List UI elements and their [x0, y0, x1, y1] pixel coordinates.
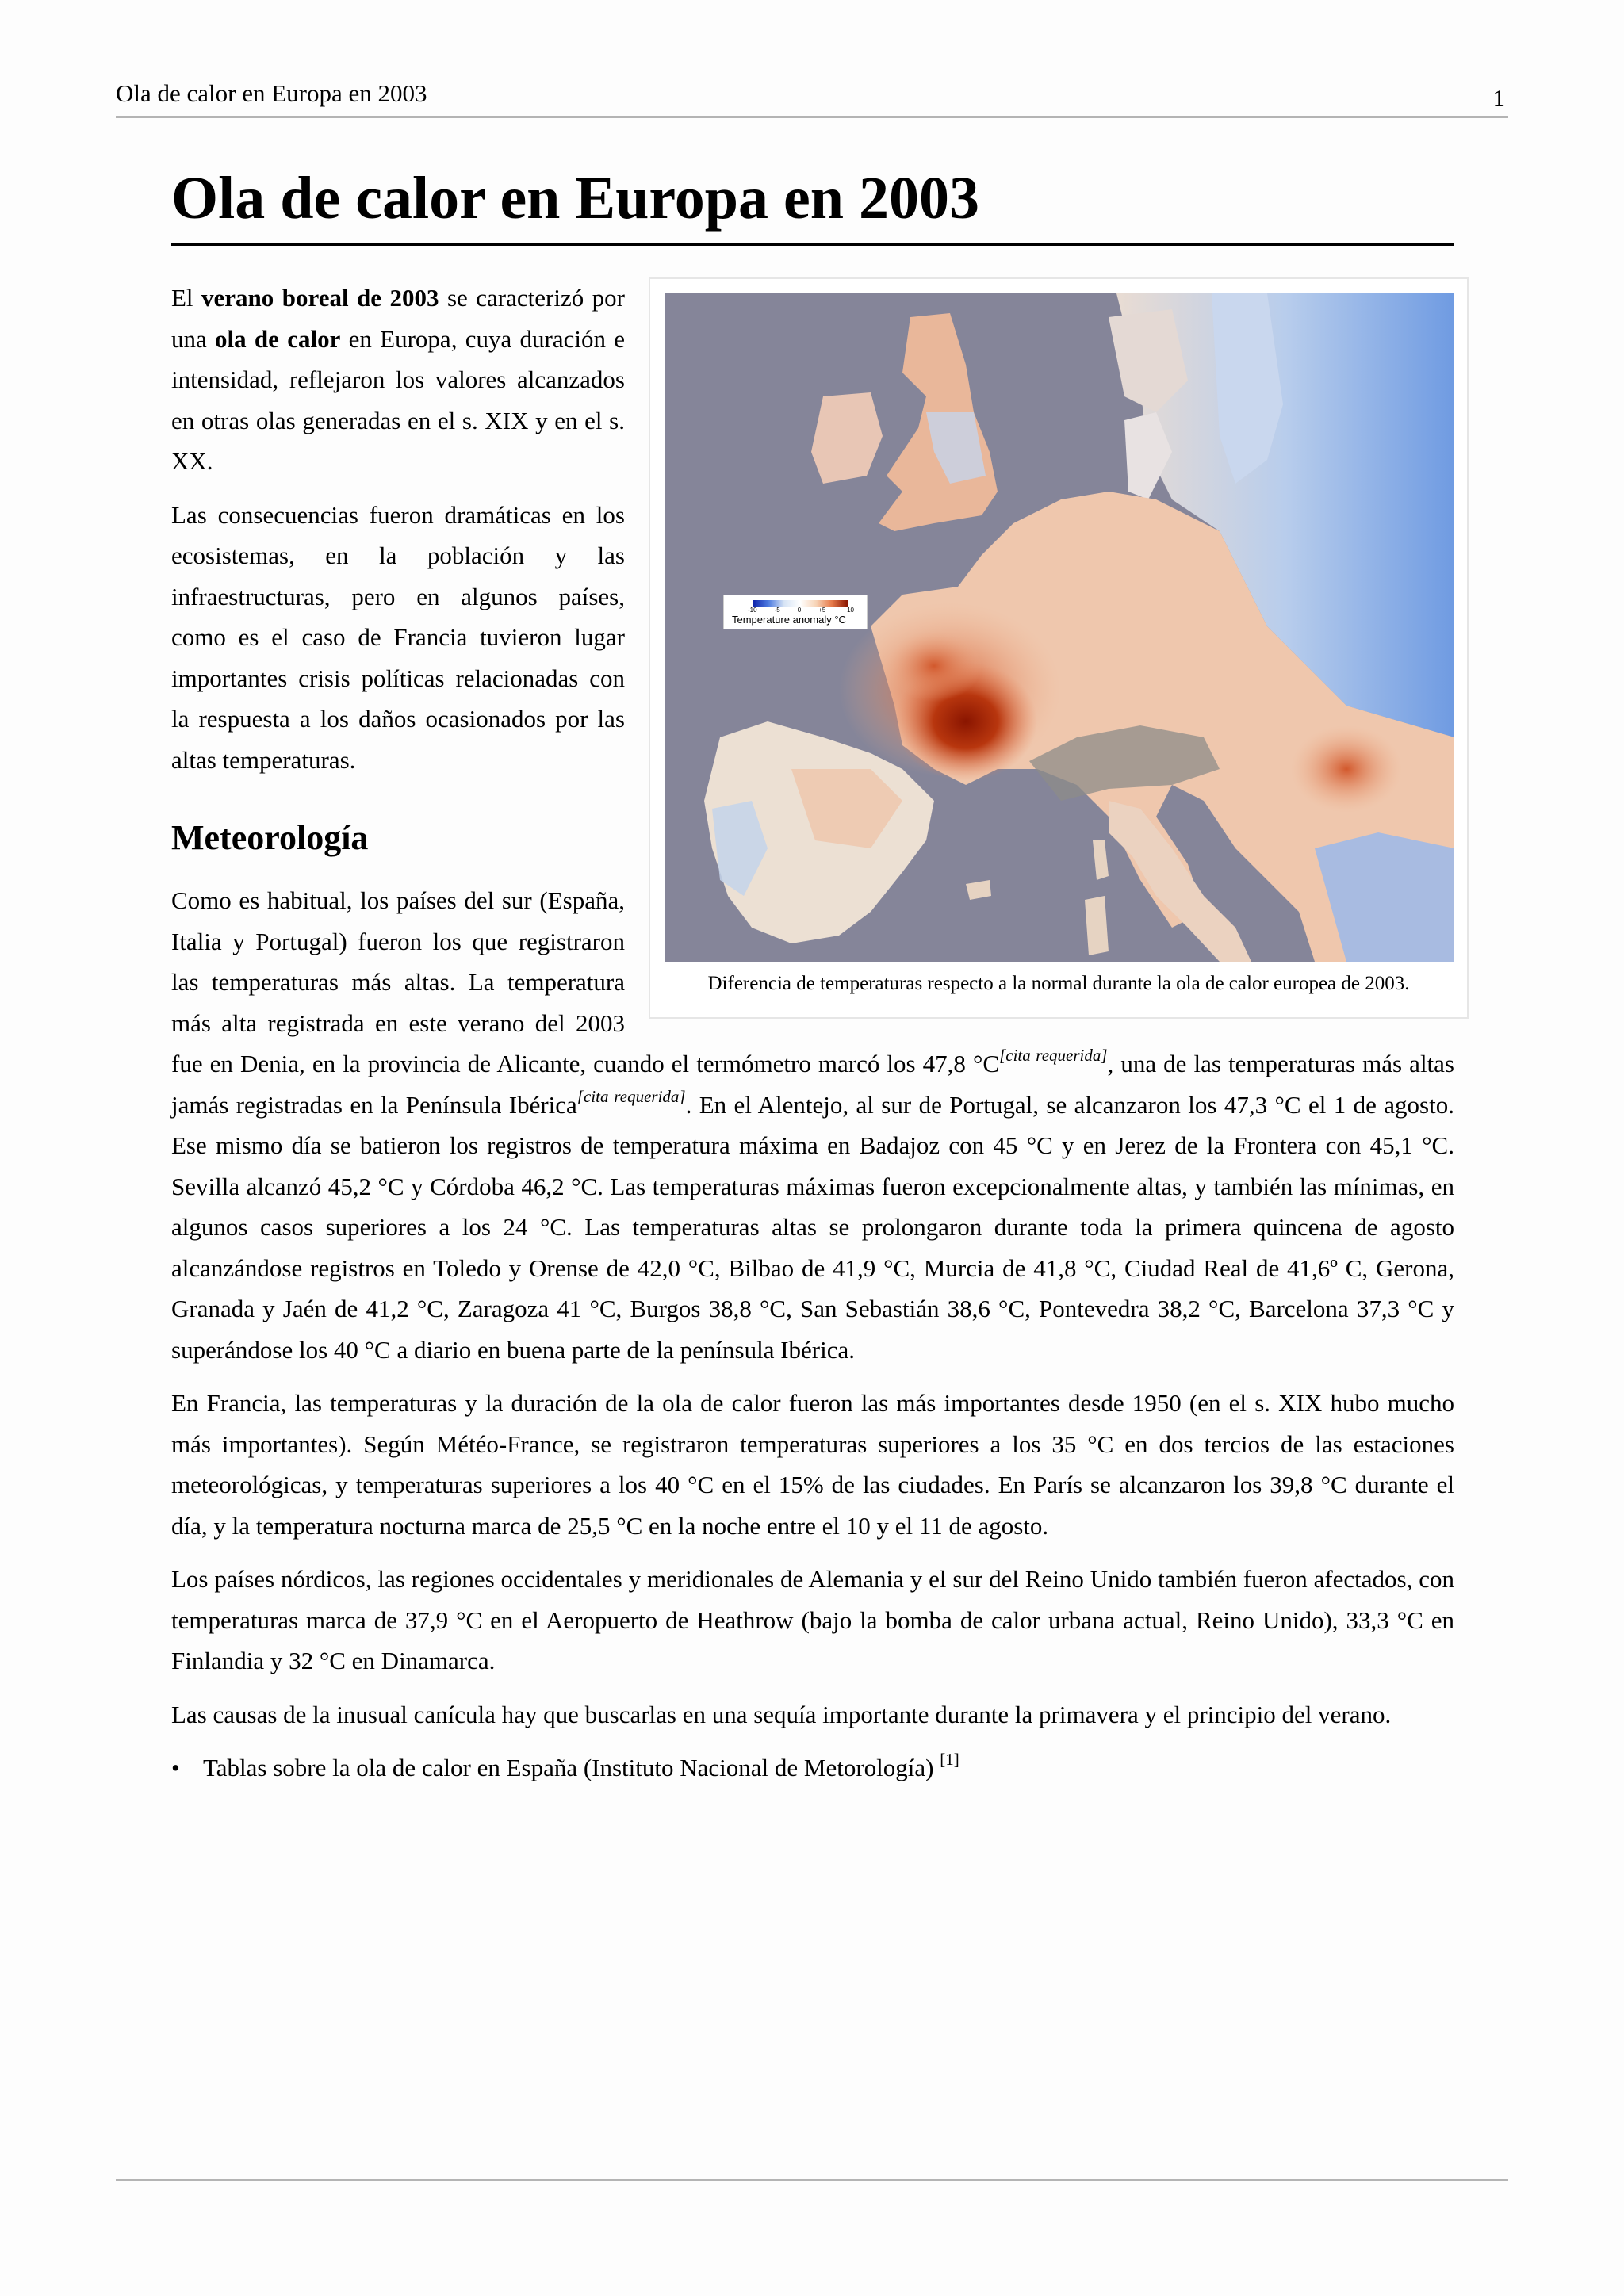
- citation-needed-link[interactable]: [577, 1087, 686, 1106]
- bold-term-ola-de-calor: ola de calor: [215, 324, 341, 353]
- legend-tick: -10: [748, 607, 757, 614]
- legend-tick: 0: [797, 607, 802, 614]
- legend-tick: -5: [774, 607, 780, 614]
- citation-needed-text: [cita requerida]: [576, 1086, 686, 1106]
- map-legend: [723, 595, 868, 629]
- legend-tick: +10: [843, 607, 854, 614]
- legend-ticks: [748, 607, 854, 614]
- meteorologia-paragraph-4: Las causas de la inusual canícula hay que buscarlas en una sequía importante durante la primavera y el principio del verano.: [171, 1700, 1392, 1728]
- running-header: [116, 78, 1508, 118]
- text: se caracterizó por una: [171, 284, 625, 353]
- bullet-icon: •: [171, 1754, 180, 1781]
- legend-label: Temperature anomaly °C: [732, 614, 846, 626]
- article: [171, 159, 1454, 1789]
- citation-needed-text: [cita requerida]: [999, 1046, 1108, 1065]
- text: . En el Alentejo, al sur de Portugal, se alcanzaron los 47,3 °C el 1 de agosto. Ese mismo día se batieron los registros de temperatura máxima en Badajoz con 45 °C y en Jerez de la Frontera con 45,1 °C. Sevilla alcanzó 45,2 °C y Córdoba 46,2 °C. Las temperaturas máximas fueron excepcionalmente altas, y también las mínimas, en algunos casos superiores a los 24 °C. Las temperaturas altas se prolongaron durante toda la primera quincena de agosto alcanzándose registros en Toledo y Orense de 42,0 °C, Bilbao de 41,9 °C, Murcia de 41,8 °C, Ciudad Real de 41,6º C, Gerona, Granada y Jaén de 41,2 °C, Zaragoza 41 °C, Burgos 38,8 °C, San Sebastián 38,6 °C, Pontevedra 38,2 °C, Barcelona 37,3 °C y superándose los 40 °C a diario en buena parte de la península Ibérica.: [171, 1090, 1454, 1364]
- bold-term-verano-boreal: verano boreal de 2003: [201, 284, 439, 312]
- text: Como es habitual, los países del sur (España, Italia y Portugal) fueron los que registraron las temperaturas más altas. La temperatura más alta registrada en este verano del 2003 fue en Denia, en la provincia de Alicante, cuando el termómetro marcó los 47,8 °C: [171, 886, 1000, 1077]
- page-number: 1: [1492, 84, 1505, 112]
- citation-needed-link[interactable]: [999, 1046, 1107, 1065]
- intro-paragraph-2: Las consecuencias fueron dramáticas en los ecosistemas, en la población y las infraestructuras, pero en algunos países, como es el caso de Francia tuvieron lugar importantes crisis políticas relacionadas con la respuesta a los daños ocasionados por las altas temperaturas.: [171, 500, 625, 774]
- legend-tick: +5: [818, 607, 826, 614]
- text: en Europa, cuya duración e intensidad, reflejaron los valores alcanzados en otras olas generadas en el s. XIX y en el s. XX.: [171, 324, 626, 475]
- figure-caption: Diferencia de temperaturas respecto a la normal durante la ola de calor europea de 2003.: [707, 973, 1410, 994]
- text: El: [171, 284, 202, 312]
- temperature-anomaly-map[interactable]: [665, 293, 1454, 962]
- list-item: [171, 1747, 1454, 1789]
- reference-link[interactable]: [1]: [940, 1750, 959, 1769]
- page-footer-rule: [116, 2179, 1508, 2181]
- figure-heatwave-map: [649, 277, 1469, 1019]
- meteorologia-paragraph-2: En Francia, las temperaturas y la duración de la ola de calor fueron las más importantes desde 1950 (en el s. XIX hubo mucho más importantes). Según Météo-France, se registraron temperaturas superiores a los 35 °C en dos tercios de las estaciones meteorológicas, y temperaturas superiores a los 40 °C en el 15% de las ciudades. En París se alcanzaron los 39,8 °C durante el día, y la temperatura nocturna marca de 25,5 °C en la noche entre el 10 y el 11 de agosto.: [171, 1389, 1454, 1540]
- text: , una de las temperaturas más altas jamás registradas en la Península Ibérica: [171, 1050, 1454, 1119]
- list-item-link[interactable]: Tablas sobre la ola de calor en España (Instituto Nacional de Metorología): [203, 1754, 940, 1781]
- legend-colorbar: [753, 600, 848, 607]
- running-header-title: Ola de calor en Europa en 2003: [116, 79, 427, 107]
- section-heading-meteorologia: Meteorología: [171, 818, 369, 857]
- meteorologia-paragraph-3: Los países nórdicos, las regiones occidentales y meridionales de Alemania y el sur del Reino Unido también fueron afectados, con temperaturas marca de 37,9 °C en el Aeropuerto de Heathrow (bajo la bomba de calor urbana actual, Reino Unido), 33,3 °C en Finlandia y 32 °C en Dinamarca.: [171, 1565, 1454, 1674]
- page-title: Ola de calor en Europa en 2003: [171, 159, 1454, 246]
- external-links-list: [171, 1747, 1454, 1789]
